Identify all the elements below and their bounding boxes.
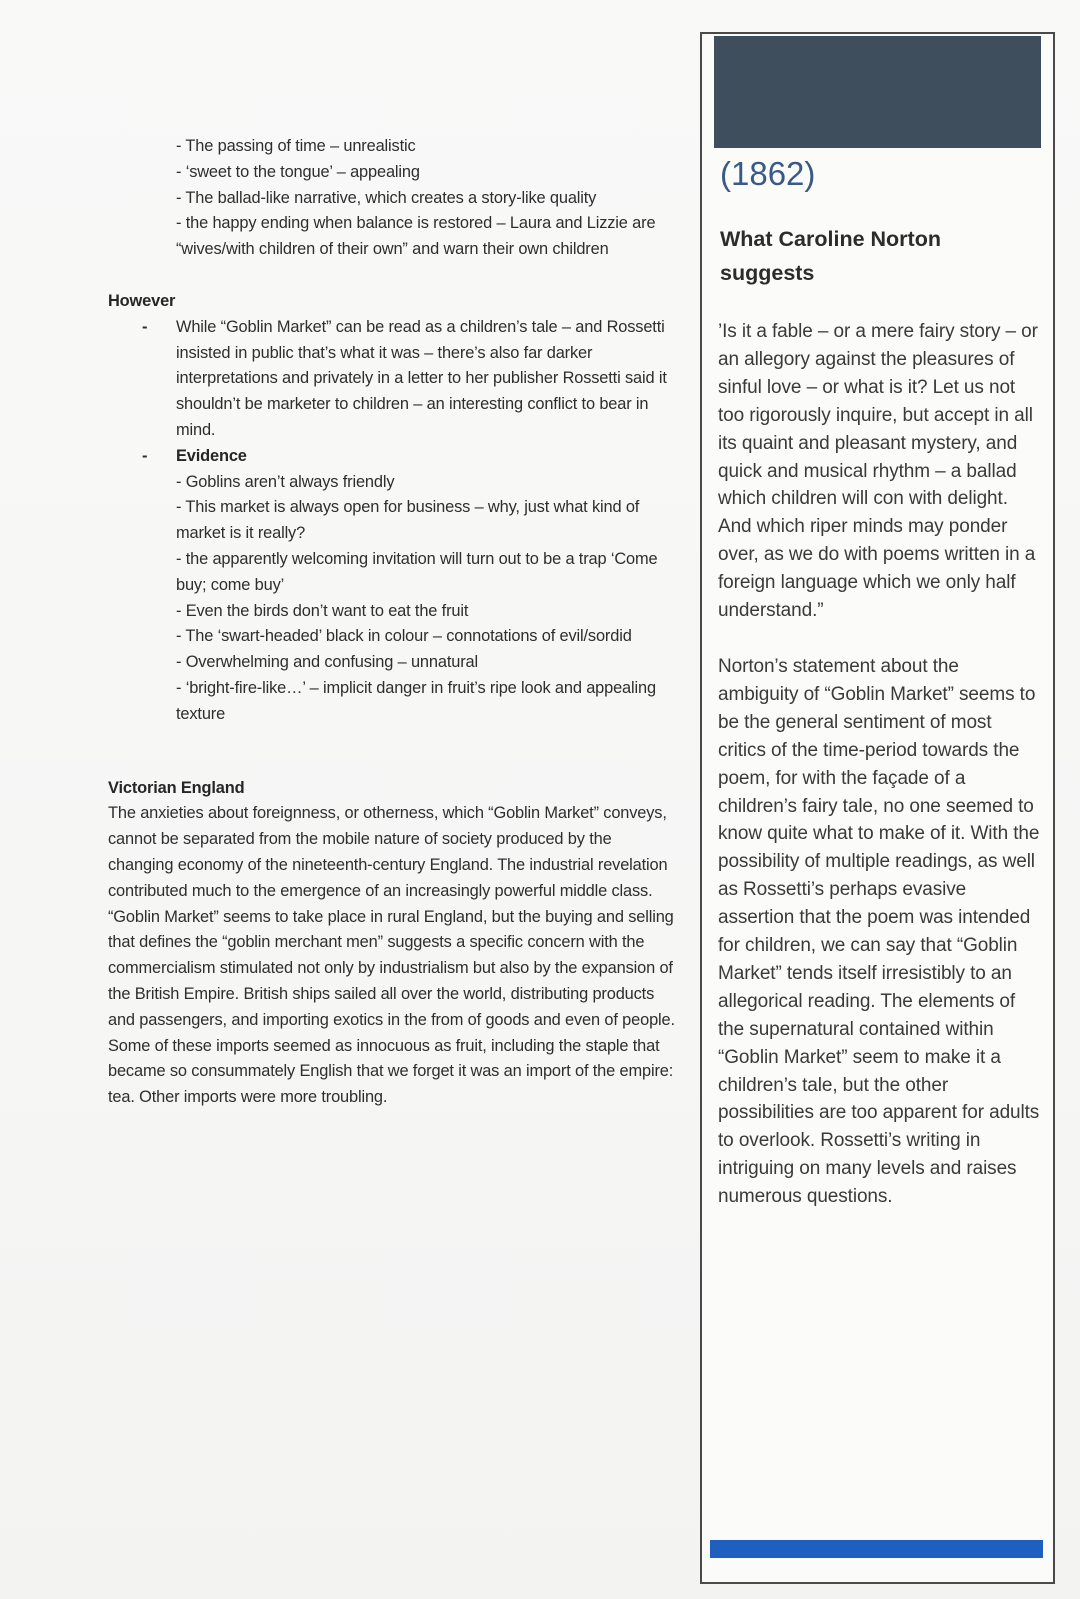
victorian-heading: Victorian England (108, 778, 245, 797)
intro-point: - the happy ending when balance is restored – Laura and Lizzie are “wives/with children of their own” and warn their own children (176, 214, 656, 259)
sidebar-year: (1862) (720, 155, 816, 192)
evidence-point: - Goblins aren’t always friendly (176, 472, 395, 491)
evidence-point: - This market is always open for business – why, just what kind of market is it really? (176, 498, 640, 543)
norton-commentary: Norton’s statement about the ambiguity of “Goblin Market” seems to be the general sentiment of most critics of the time-period towards the poem, for with the façade of a children’s fairy tale, no one seemed to know quite what to make of it. With the possibility of multiple readings, as well as Rossetti’s perhaps evasive assertion that the poem was intended for children, we can say that “Goblin Market” tends itself irresistibly to an allegorical reading. The elements of the supernatural contained within “Goblin Market” seem to make it a children’s tale, but the other possibilities are too apparent for adults to overlook. Rossetti’s writing in intriguing on many levels and raises numerous questions. (718, 655, 1040, 1208)
evidence-point: - Even the birds don’t want to eat the fruit (176, 601, 469, 620)
victorian-england-section (108, 776, 678, 1111)
evidence-point: - The ‘swart-headed’ black in colour – connotations of evil/sordid (176, 627, 632, 646)
evidence-point: - the apparently welcoming invitation will turn out to be a trap ‘Come buy; come buy’ (176, 549, 658, 594)
spacer (718, 625, 1042, 653)
sidebar-box (700, 32, 1055, 1584)
however-heading: However (108, 291, 176, 310)
however-bullet (108, 315, 678, 444)
intro-point: - The passing of time – unrealistic (176, 137, 416, 155)
sidebar-title: What Caroline Norton suggests (720, 227, 941, 285)
sidebar-footer-bar (710, 1540, 1043, 1558)
bullet-dash-icon: - (142, 317, 148, 336)
intro-point: - The ballad-like narrative, which creates a story-like quality (176, 188, 597, 207)
norton-quote: ’Is it a fable – or a mere fairy story – or an allegory against the pleasures of sinful love – or what is it? Let us not too rigorously inquire, but accept in all its quaint and pleasant mystery, and quick and musical rhythm – a ballad which children will con with delight. And which riper minds may ponder over, as we do with poems written in a foreign language which we only half understand.” (718, 321, 1038, 622)
however-section (108, 289, 678, 728)
however-paragraph: While “Goblin Market” can be read as a children’s tale – and Rossetti insisted in public that’s what it was – there’s also far darker interpretations and privately in a letter to her publisher Rossetti said it shouldn’t be marketer to children – an interesting conflict to bear in mind. (176, 317, 667, 439)
main-column (108, 134, 678, 1111)
sidebar-body (718, 318, 1042, 1211)
evidence-point: - ‘bright-fire-like…’ – implicit danger in fruit’s ripe look and appealing texture (176, 678, 656, 723)
evidence-point: - Overwhelming and confusing – unnatural (176, 653, 478, 672)
victorian-paragraph: The anxieties about foreignness, or otherness, which “Goblin Market” conveys, cannot be separated from the mobile nature of society produced by the changing economy of the nineteenth-century England. The industrial revelation contributed much to the emergence of an increasingly powerful middle class. “Goblin Market” seems to take place in rural England, but the buying and selling that defines the “goblin merchant men” suggests a specific concern with the commercialism stimulated not only by industrialism but also by the expansion of the British Empire. British ships sailed all over the world, distributing products and passengers, and importing exotics in the from of goods and even of people. Some of these imports seemed as innocuous as fruit, including the staple that became so consummately English that we forget it was an import of the empire: tea. Other imports were more troubling. (108, 804, 675, 1107)
evidence-bullet (108, 444, 678, 728)
bullet-dash-icon: - (142, 446, 148, 465)
sidebar-header-block (714, 36, 1041, 148)
intro-point: - ‘sweet to the tongue’ – appealing (176, 162, 420, 181)
intro-points-list (108, 134, 678, 263)
evidence-label: Evidence (176, 446, 247, 465)
spacer (108, 728, 678, 776)
spacer (108, 263, 678, 289)
